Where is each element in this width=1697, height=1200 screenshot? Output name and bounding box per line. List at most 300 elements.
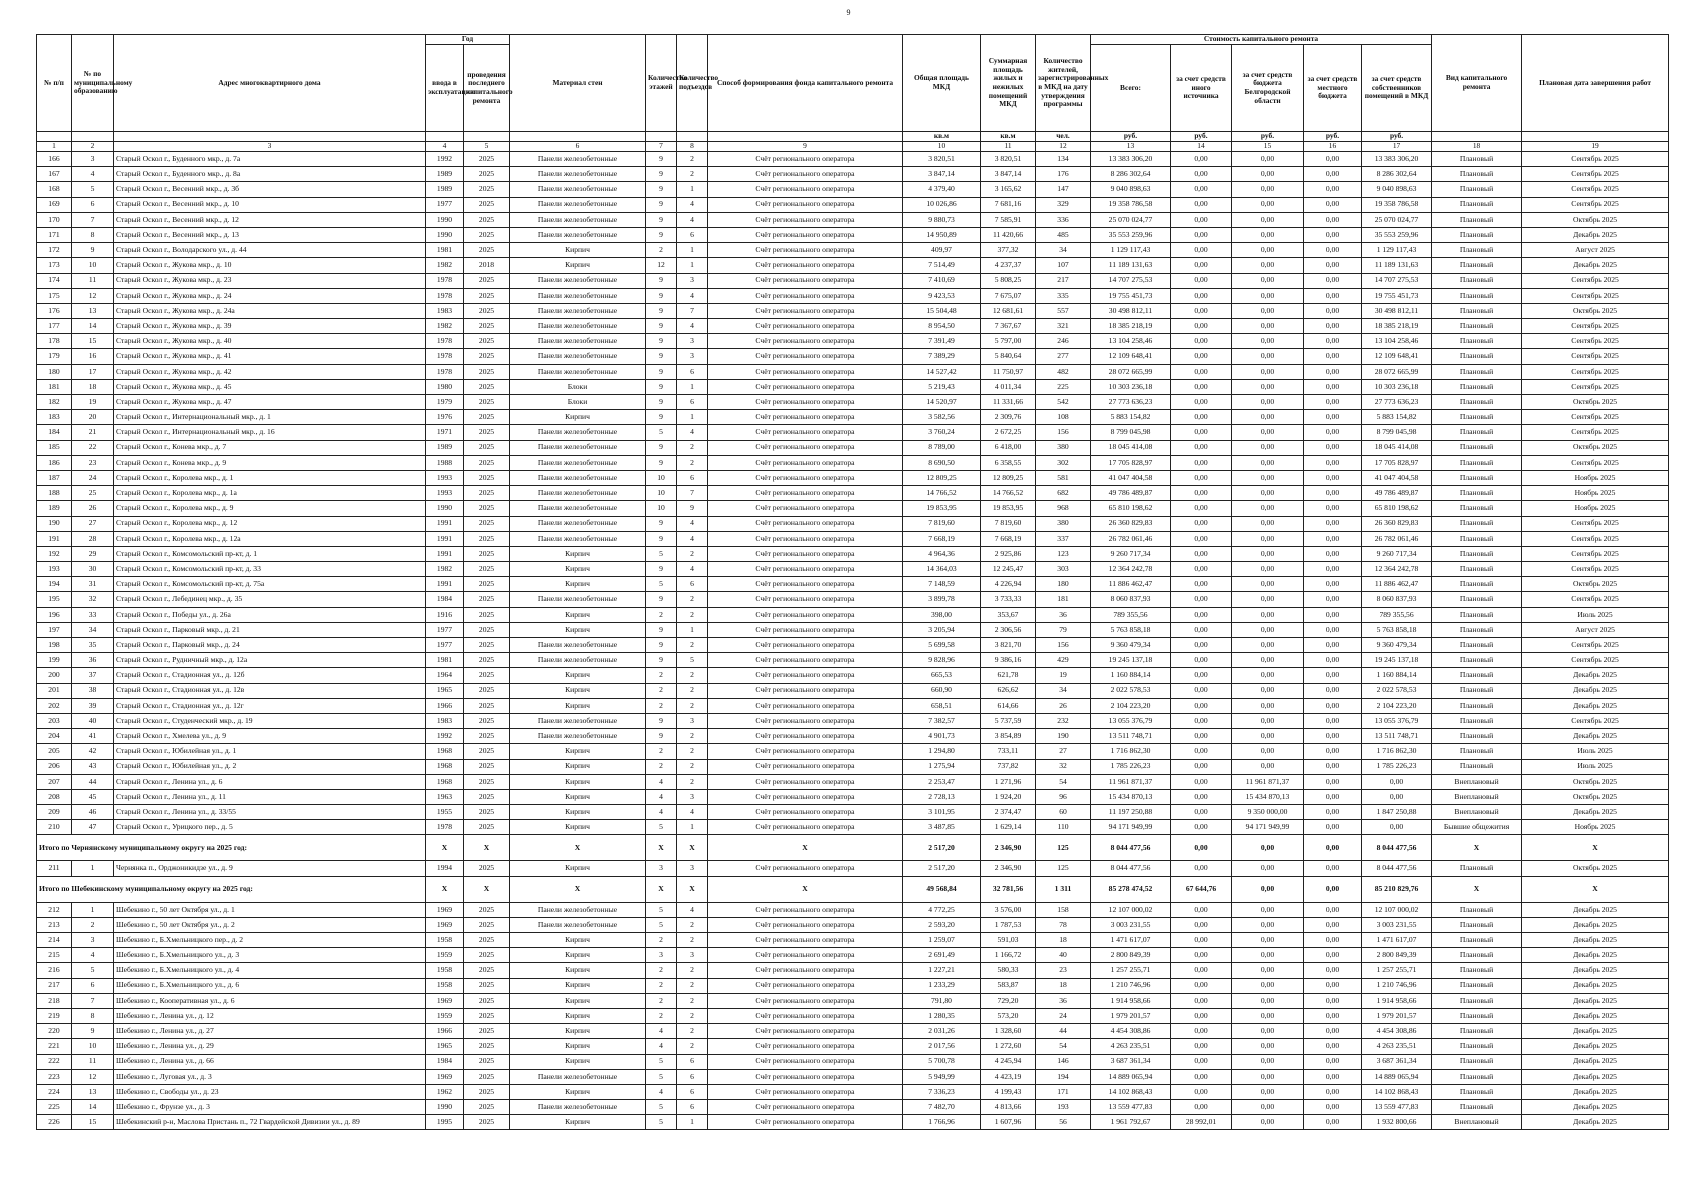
table-cell: 16: [72, 349, 114, 364]
table-cell: Кирпич: [510, 1039, 646, 1054]
table-cell: 18 045 414,08: [1362, 440, 1432, 455]
table-cell: 14: [72, 1100, 114, 1115]
table-cell: 11 750,97: [981, 364, 1036, 379]
table-cell: Блоки: [510, 379, 646, 394]
table-cell: 9: [646, 531, 677, 546]
table-cell: Счёт регионального оператора: [708, 668, 903, 683]
table-row: [37, 948, 1669, 963]
table-cell: 2: [677, 683, 708, 698]
table-cell: 557: [1036, 303, 1091, 318]
table-cell: Панели железобетонные: [510, 334, 646, 349]
table-cell: 1982: [426, 258, 464, 273]
table-cell: 2 672,25: [981, 425, 1036, 440]
table-cell: Плановый: [1432, 1100, 1522, 1115]
table-cell: 9: [646, 364, 677, 379]
table-cell: 7: [72, 993, 114, 1008]
table-cell: 3 003 231,55: [1091, 917, 1171, 932]
table-cell: 626,62: [981, 683, 1036, 698]
table-cell: Декабрь 2025: [1522, 978, 1669, 993]
table-cell: Панели железобетонные: [510, 227, 646, 242]
table-cell: Счёт регионального оператора: [708, 455, 903, 470]
table-cell: 302: [1036, 455, 1091, 470]
table-cell: Кирпич: [510, 789, 646, 804]
address-cell: Старый Оскол г., Юбилейная ул., д. 1: [114, 744, 426, 759]
table-cell: 485: [1036, 227, 1091, 242]
total-cell: X: [646, 876, 677, 902]
table-row: [37, 273, 1669, 288]
table-cell: 2025: [464, 197, 510, 212]
table-cell: Плановый: [1432, 455, 1522, 470]
table-cell: Кирпич: [510, 546, 646, 561]
table-cell: 4 423,19: [981, 1069, 1036, 1084]
table-cell: 9 040 898,63: [1091, 182, 1171, 197]
table-cell: Кирпич: [510, 577, 646, 592]
table-cell: 2 346,90: [981, 861, 1036, 876]
header-premises-area: Суммарная площадь жилых и нежилых помещений МКД: [981, 35, 1036, 132]
table-cell: 218: [37, 993, 72, 1008]
address-cell: Старый Оскол г., Жукова мкр., д. 41: [114, 349, 426, 364]
table-cell: Кирпич: [510, 1115, 646, 1130]
table-cell: Кирпич: [510, 698, 646, 713]
table-cell: 329: [1036, 197, 1091, 212]
table-cell: Октябрь 2025: [1522, 789, 1669, 804]
table-cell: 30: [72, 562, 114, 577]
header-column-number: 14: [1171, 142, 1232, 152]
table-cell: 9: [646, 410, 677, 425]
table-row: [37, 1024, 1669, 1039]
table-cell: 7 367,67: [981, 319, 1036, 334]
header-municipal-number: № по муниципальному образованию: [72, 35, 114, 132]
total-cell: 2 346,90: [981, 835, 1036, 861]
header-cost-other-source: за счет средств иного источника: [1171, 45, 1232, 132]
table-cell: Декабрь 2025: [1522, 1115, 1669, 1130]
table-cell: 4: [646, 789, 677, 804]
table-cell: 3: [677, 349, 708, 364]
table-cell: Панели железобетонные: [510, 425, 646, 440]
table-cell: 176: [37, 303, 72, 318]
table-cell: 1983: [426, 713, 464, 728]
table-cell: 197: [37, 622, 72, 637]
table-cell: Ноябрь 2025: [1522, 486, 1669, 501]
table-cell: Сентябрь 2025: [1522, 364, 1669, 379]
table-cell: 0,00: [1232, 683, 1304, 698]
table-cell: 199: [37, 653, 72, 668]
table-cell: 193: [37, 562, 72, 577]
table-cell: 225: [37, 1100, 72, 1115]
header-unit-cell: кв.м: [903, 132, 981, 142]
address-cell: Старый Оскол г., Жукова мкр., д. 42: [114, 364, 426, 379]
header-column-number: 9: [708, 142, 903, 152]
address-cell: Чернянка п., Орджоникидзе ул., д. 9: [114, 861, 426, 876]
table-cell: 18: [1036, 978, 1091, 993]
total-cell: X: [646, 835, 677, 861]
table-cell: Плановый: [1432, 364, 1522, 379]
table-cell: 0,00: [1232, 288, 1304, 303]
address-cell: Старый Оскол г., Стадионная ул., д. 12б: [114, 668, 426, 683]
table-cell: 1990: [426, 212, 464, 227]
table-cell: 13: [72, 1084, 114, 1099]
table-cell: 4 454 308,86: [1362, 1024, 1432, 1039]
table-cell: 18 385 218,19: [1091, 319, 1171, 334]
header-unit-cell: [708, 132, 903, 142]
table-cell: 0,00: [1232, 440, 1304, 455]
table-cell: 9: [646, 334, 677, 349]
table-cell: 15 434 870,13: [1091, 789, 1171, 804]
table-cell: Счёт регионального оператора: [708, 1069, 903, 1084]
table-cell: 4: [646, 1084, 677, 1099]
table-cell: 9 423,53: [903, 288, 981, 303]
table-cell: 542: [1036, 395, 1091, 410]
table-cell: 1958: [426, 933, 464, 948]
table-cell: 194: [1036, 1069, 1091, 1084]
table-cell: 0,00: [1171, 729, 1232, 744]
table-cell: 4: [677, 805, 708, 820]
total-cell: 49 568,84: [903, 876, 981, 902]
table-cell: 15 434 870,13: [1232, 789, 1304, 804]
table-cell: 1 785 226,23: [1091, 759, 1171, 774]
table-cell: 3 687 361,34: [1362, 1054, 1432, 1069]
table-cell: Декабрь 2025: [1522, 1069, 1669, 1084]
table-cell: 0,00: [1232, 212, 1304, 227]
table-row: [37, 440, 1669, 455]
table-cell: Декабрь 2025: [1522, 917, 1669, 932]
table-cell: 0,00: [1232, 273, 1304, 288]
table-row: [37, 759, 1669, 774]
table-cell: 2025: [464, 592, 510, 607]
address-cell: Шебекино г., Свободы ул., д. 23: [114, 1084, 426, 1099]
table-cell: 2025: [464, 698, 510, 713]
table-cell: Блоки: [510, 395, 646, 410]
table-cell: 9: [646, 440, 677, 455]
table-row: [37, 683, 1669, 698]
address-cell: Старый Оскол г., Стадионная ул., д. 12г: [114, 698, 426, 713]
table-cell: 17: [72, 364, 114, 379]
table-cell: 4 237,37: [981, 258, 1036, 273]
table-cell: 2: [646, 607, 677, 622]
table-cell: 1992: [426, 152, 464, 167]
address-cell: Старый Оскол г., Жукова мкр., д. 40: [114, 334, 426, 349]
table-cell: Счёт регионального оператора: [708, 546, 903, 561]
table-cell: 41: [72, 729, 114, 744]
table-cell: 0,00: [1304, 774, 1362, 789]
table-row: [37, 288, 1669, 303]
address-cell: Старый Оскол г., Стадионная ул., д. 12в: [114, 683, 426, 698]
table-cell: Плановый: [1432, 470, 1522, 485]
table-cell: 0,00: [1171, 562, 1232, 577]
header-column-number: 19: [1522, 142, 1669, 152]
table-cell: Октябрь 2025: [1522, 440, 1669, 455]
table-cell: Панели железобетонные: [510, 486, 646, 501]
table-cell: 3 165,62: [981, 182, 1036, 197]
header-column-number: 8: [677, 142, 708, 152]
table-cell: 0,00: [1304, 440, 1362, 455]
total-label: Итого по Шебекинскому муниципальному округу на 2025 год:: [37, 876, 426, 902]
table-row: [37, 501, 1669, 516]
header-unit-cell: [37, 132, 72, 142]
table-cell: 7 585,91: [981, 212, 1036, 227]
table-cell: Плановый: [1432, 410, 1522, 425]
header-completion-date: Плановая дата завершения работ: [1522, 35, 1669, 132]
table-cell: 9: [646, 395, 677, 410]
table-cell: Декабрь 2025: [1522, 698, 1669, 713]
header-residents: Количество жителей, зарегистрированных в МКД на дату утверждения программы: [1036, 35, 1091, 132]
table-cell: 2025: [464, 805, 510, 820]
table-cell: 5: [646, 1069, 677, 1084]
header-last-repair-year: проведения последнего капитального ремонта: [464, 45, 510, 132]
table-cell: 1 979 201,57: [1362, 1008, 1432, 1023]
table-cell: 2025: [464, 501, 510, 516]
header-column-numbers-row: [37, 142, 1669, 152]
table-row: [37, 562, 1669, 577]
table-cell: 25 070 024,77: [1362, 212, 1432, 227]
table-cell: 0,00: [1232, 592, 1304, 607]
header-unit-cell: руб.: [1232, 132, 1304, 142]
table-cell: 147: [1036, 182, 1091, 197]
table-cell: Кирпич: [510, 622, 646, 637]
table-cell: 0,00: [1171, 455, 1232, 470]
table-cell: Счёт регионального оператора: [708, 805, 903, 820]
table-cell: 0,00: [1304, 622, 1362, 637]
table-cell: 2025: [464, 917, 510, 932]
table-cell: 7 336,23: [903, 1084, 981, 1099]
table-cell: 1 129 117,43: [1362, 243, 1432, 258]
table-cell: 5: [646, 1100, 677, 1115]
table-cell: 2: [677, 1024, 708, 1039]
table-cell: 11 886 462,47: [1362, 577, 1432, 592]
table-cell: Панели железобетонные: [510, 273, 646, 288]
table-cell: 0,00: [1232, 993, 1304, 1008]
address-cell: Старый Оскол г., Конева мкр., д. 7: [114, 440, 426, 455]
table-cell: 3 487,85: [903, 820, 981, 835]
table-cell: 0,00: [1232, 167, 1304, 182]
table-cell: 0,00: [1232, 319, 1304, 334]
table-cell: 0,00: [1304, 379, 1362, 394]
table-cell: 12 364 242,78: [1091, 562, 1171, 577]
table-cell: 1991: [426, 516, 464, 531]
table-cell: 19 755 451,73: [1362, 288, 1432, 303]
total-label: Итого по Чернянскому муниципальному округу на 2025 год:: [37, 835, 426, 861]
table-cell: 23: [1036, 963, 1091, 978]
table-cell: 660,90: [903, 683, 981, 698]
table-row: [37, 258, 1669, 273]
address-cell: Шебекино г., 50 лет Октября ул., д. 2: [114, 917, 426, 932]
table-cell: 1968: [426, 774, 464, 789]
table-cell: Плановый: [1432, 683, 1522, 698]
table-cell: Сентябрь 2025: [1522, 531, 1669, 546]
table-cell: 0,00: [1304, 683, 1362, 698]
table-cell: 0,00: [1304, 334, 1362, 349]
table-cell: 0,00: [1171, 395, 1232, 410]
table-cell: 0,00: [1304, 759, 1362, 774]
table-cell: 8 690,50: [903, 455, 981, 470]
table-cell: 4: [646, 774, 677, 789]
table-cell: 14 889 065,94: [1362, 1069, 1432, 1084]
table-cell: 0,00: [1171, 698, 1232, 713]
table-cell: 0,00: [1304, 546, 1362, 561]
header-unit-cell: руб.: [1091, 132, 1171, 142]
table-cell: Плановый: [1432, 917, 1522, 932]
table-cell: 2025: [464, 607, 510, 622]
table-cell: 15: [72, 334, 114, 349]
table-cell: 4 964,36: [903, 546, 981, 561]
table-row: [37, 1115, 1669, 1130]
table-cell: 1 294,80: [903, 744, 981, 759]
table-cell: Счёт регионального оператора: [708, 948, 903, 963]
table-cell: Счёт регионального оператора: [708, 531, 903, 546]
table-cell: 186: [37, 455, 72, 470]
address-cell: Старый Оскол г., Весенний мкр., д. 12: [114, 212, 426, 227]
table-cell: 0,00: [1232, 410, 1304, 425]
table-cell: 5 808,25: [981, 273, 1036, 288]
table-cell: 0,00: [1304, 1008, 1362, 1023]
table-cell: 0,00: [1232, 303, 1304, 318]
table-cell: 5: [646, 425, 677, 440]
table-cell: 1 233,29: [903, 978, 981, 993]
table-cell: 18 385 218,19: [1362, 319, 1432, 334]
table-cell: Кирпич: [510, 243, 646, 258]
table-cell: 2 691,49: [903, 948, 981, 963]
table-cell: Внеплановый: [1432, 805, 1522, 820]
table-cell: 11 420,66: [981, 227, 1036, 242]
table-cell: 0,00: [1304, 486, 1362, 501]
table-row: [37, 668, 1669, 683]
table-cell: 737,82: [981, 759, 1036, 774]
table-row: [37, 364, 1669, 379]
address-cell: Старый Оскол г., Юбилейная ул., д. 2: [114, 759, 426, 774]
table-cell: 14 707 275,53: [1091, 273, 1171, 288]
table-cell: 13 559 477,83: [1362, 1100, 1432, 1115]
table-cell: Плановый: [1432, 698, 1522, 713]
table-cell: 0,00: [1171, 258, 1232, 273]
table-cell: 2025: [464, 978, 510, 993]
table-cell: Кирпич: [510, 759, 646, 774]
table-cell: Июль 2025: [1522, 744, 1669, 759]
table-cell: Плановый: [1432, 902, 1522, 917]
table-cell: 0,00: [1171, 1054, 1232, 1069]
table-cell: Декабрь 2025: [1522, 683, 1669, 698]
table-cell: Счёт регионального оператора: [708, 698, 903, 713]
table-cell: 195: [37, 592, 72, 607]
table-cell: 1977: [426, 622, 464, 637]
table-cell: 2: [677, 759, 708, 774]
table-cell: 4 379,40: [903, 182, 981, 197]
table-cell: 3 899,78: [903, 592, 981, 607]
table-cell: 4: [677, 425, 708, 440]
table-cell: 5 763 858,18: [1362, 622, 1432, 637]
table-cell: 110: [1036, 820, 1091, 835]
table-cell: 6: [677, 227, 708, 242]
table-cell: 10: [646, 486, 677, 501]
table-cell: 0,00: [1304, 729, 1362, 744]
table-cell: 1982: [426, 562, 464, 577]
table-cell: 6: [677, 470, 708, 485]
address-cell: Шебекино г., Б.Хмельницкого пер., д. 2: [114, 933, 426, 948]
table-cell: 0,00: [1304, 227, 1362, 242]
table-cell: 1969: [426, 1069, 464, 1084]
table-cell: 0,00: [1171, 577, 1232, 592]
table-cell: 6: [677, 1084, 708, 1099]
table-cell: 2: [677, 1039, 708, 1054]
table-cell: Счёт регионального оператора: [708, 440, 903, 455]
total-cell: 0,00: [1304, 876, 1362, 902]
table-cell: 40: [1036, 948, 1091, 963]
table-cell: 2025: [464, 243, 510, 258]
table-cell: Счёт регионального оператора: [708, 1054, 903, 1069]
table-row: [37, 197, 1669, 212]
table-cell: 2025: [464, 319, 510, 334]
table-cell: Счёт регионального оператора: [708, 349, 903, 364]
table-cell: Счёт регионального оператора: [708, 774, 903, 789]
table-cell: 6: [677, 395, 708, 410]
table-cell: 125: [1036, 861, 1091, 876]
table-cell: 12 109 648,41: [1362, 349, 1432, 364]
table-cell: 0,00: [1304, 197, 1362, 212]
table-cell: Счёт регионального оператора: [708, 1100, 903, 1115]
table-cell: 1 160 884,14: [1091, 668, 1171, 683]
table-cell: 9 260 717,34: [1091, 546, 1171, 561]
address-cell: Старый Оскол г., Урицкого пер., д. 5: [114, 820, 426, 835]
table-cell: 7 514,49: [903, 258, 981, 273]
table-cell: 2 800 849,39: [1091, 948, 1171, 963]
table-cell: 6: [677, 364, 708, 379]
table-cell: 6 358,55: [981, 455, 1036, 470]
table-cell: 7 482,70: [903, 1100, 981, 1115]
table-cell: 9: [72, 243, 114, 258]
table-cell: 3 733,33: [981, 592, 1036, 607]
header-column-number: 12: [1036, 142, 1091, 152]
table-cell: 1990: [426, 227, 464, 242]
table-cell: 1993: [426, 486, 464, 501]
table-cell: 13 055 376,79: [1091, 713, 1171, 728]
table-cell: 10: [72, 1039, 114, 1054]
table-cell: 4 226,94: [981, 577, 1036, 592]
table-cell: 34: [1036, 683, 1091, 698]
table-cell: 1 787,53: [981, 917, 1036, 932]
table-cell: 1 716 862,30: [1362, 744, 1432, 759]
table-cell: 0,00: [1232, 152, 1304, 167]
table-cell: 34: [72, 622, 114, 637]
header-entrances: Количество подъездов: [677, 35, 708, 132]
table-cell: 2: [677, 774, 708, 789]
header-unit-cell: руб.: [1304, 132, 1362, 142]
table-cell: 184: [37, 425, 72, 440]
table-cell: 0,00: [1304, 410, 1362, 425]
table-cell: 658,51: [903, 698, 981, 713]
table-cell: 1964: [426, 668, 464, 683]
table-cell: 353,67: [981, 607, 1036, 622]
table-cell: 217: [37, 978, 72, 993]
table-cell: Плановый: [1432, 167, 1522, 182]
table-cell: 0,00: [1232, 395, 1304, 410]
table-cell: Плановый: [1432, 948, 1522, 963]
table-cell: 0,00: [1232, 1039, 1304, 1054]
table-cell: Счёт регионального оператора: [708, 963, 903, 978]
table-cell: 0,00: [1171, 1008, 1232, 1023]
table-cell: 1 471 617,07: [1362, 933, 1432, 948]
address-cell: Старый Оскол г., Буденного мкр., д. 8а: [114, 167, 426, 182]
table-cell: Панели железобетонные: [510, 713, 646, 728]
table-cell: 1977: [426, 638, 464, 653]
table-cell: 0,00: [1171, 486, 1232, 501]
table-cell: 8 044 477,56: [1091, 861, 1171, 876]
table-cell: 0,00: [1304, 349, 1362, 364]
table-cell: 8 044 477,56: [1362, 861, 1432, 876]
table-cell: Кирпич: [510, 993, 646, 1008]
table-cell: 2 104 223,20: [1362, 698, 1432, 713]
table-cell: 0,00: [1232, 1115, 1304, 1130]
table-cell: 9: [646, 455, 677, 470]
table-cell: 1991: [426, 531, 464, 546]
